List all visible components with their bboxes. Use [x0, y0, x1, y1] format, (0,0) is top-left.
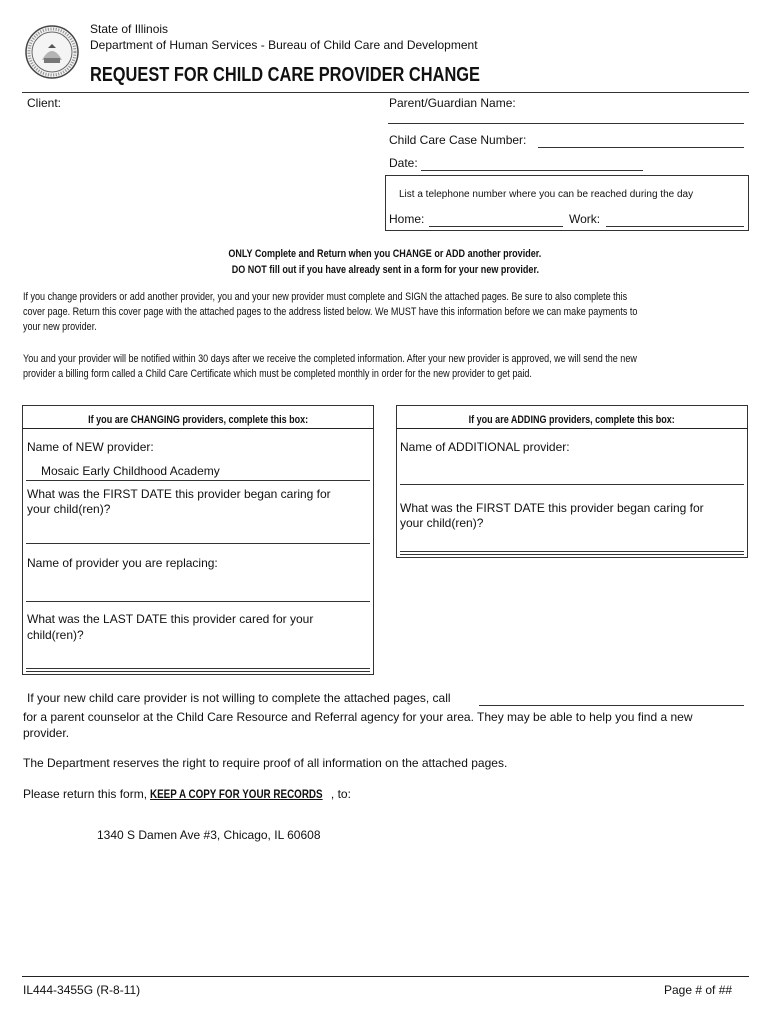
- date-field[interactable]: [421, 170, 643, 171]
- notice-line-2: DO NOT fill out if you have already sent in a form for your new provider.: [231, 264, 539, 276]
- adding-heading-rule: [396, 428, 748, 429]
- counselor-line-1: If your new child care provider is not willing to complete the attached pages, call: [27, 691, 451, 705]
- home-phone-field[interactable]: [429, 226, 563, 227]
- last-date-question-l1: What was the LAST DATE this provider cared for your: [27, 612, 314, 626]
- replaced-provider-label: Name of provider you are replacing:: [27, 556, 218, 570]
- instructions-line-3: your new provider.: [23, 321, 97, 333]
- counselor-line-2: for a parent counselor at the Child Care Resource and Referral agency for your area. They may be able to help you find a new: [23, 710, 693, 724]
- case-number-field[interactable]: [538, 147, 744, 148]
- phone-box: [385, 175, 749, 231]
- parent-guardian-field[interactable]: [388, 123, 744, 124]
- work-phone-field[interactable]: [606, 226, 744, 227]
- adding-first-date-field[interactable]: [400, 551, 744, 555]
- proof-statement: The Department reserves the right to require proof of all information on the attached pages.: [23, 756, 508, 770]
- client-label: Client:: [27, 96, 62, 110]
- adding-box-heading: If you are ADDING providers, complete this box:: [468, 414, 676, 426]
- notice-line-1: ONLY Complete and Return when you CHANGE or ADD another provider.: [228, 248, 542, 260]
- last-date-question-l2: child(ren)?: [27, 628, 84, 642]
- return-prefix: Please return this form,: [23, 787, 148, 801]
- return-address: 1340 S Damen Ave #3, Chicago, IL 60608: [97, 828, 321, 842]
- page-number: Page # of ##: [664, 983, 733, 997]
- work-phone-label: Work:: [569, 212, 601, 226]
- first-date-question-l2: your child(ren)?: [27, 502, 111, 516]
- additional-provider-field[interactable]: [400, 484, 744, 485]
- notification-line-2: provider a billing form called a Child Care Certificate which must be completed monthly in order for the new provider to get paid.: [23, 368, 532, 380]
- notification-line-1: You and your provider will be notified within 30 days after we receive the completed information. After your new provider is approved, we will send the new: [23, 353, 637, 365]
- phone-instruction: List a telephone number where you can be reached during the day: [399, 189, 694, 200]
- date-label: Date:: [389, 156, 418, 170]
- changing-box-heading: If you are CHANGING providers, complete this box:: [87, 414, 309, 426]
- case-number-label: Child Care Case Number:: [389, 133, 527, 147]
- return-suffix: , to:: [330, 787, 351, 801]
- new-provider-field[interactable]: [26, 480, 370, 481]
- return-emphasis: KEEP A COPY FOR YOUR RECORDS: [150, 787, 324, 801]
- instructions-line-2: cover page. Return this cover page with the attached pages to the address listed below. We MUST have this information before we can make payments to: [23, 306, 638, 318]
- adding-first-date-l1: What was the FIRST DATE this provider began caring for: [400, 501, 704, 515]
- return-instruction: [23, 787, 351, 801]
- counselor-line-3: provider.: [23, 726, 70, 740]
- additional-provider-label: Name of ADDITIONAL provider:: [400, 440, 570, 454]
- home-phone-label: Home:: [389, 212, 425, 226]
- instructions-line-1: If you change providers or add another provider, you and your new provider must complete and SIGN the attached pages. Be sure to also complete this: [23, 291, 628, 303]
- state-seal-icon: [24, 24, 80, 80]
- parent-guardian-label: Parent/Guardian Name:: [389, 96, 516, 110]
- first-date-field[interactable]: [26, 543, 370, 544]
- agency-state: State of Illinois: [90, 22, 169, 36]
- adding-first-date-l2: your child(ren)?: [400, 516, 484, 530]
- form-number: IL444-3455G (R-8-11): [23, 983, 141, 997]
- new-provider-value[interactable]: Mosaic Early Childhood Academy: [41, 464, 220, 478]
- new-provider-label: Name of NEW provider:: [27, 440, 154, 454]
- counselor-phone-field[interactable]: [479, 705, 744, 706]
- last-date-field[interactable]: [26, 668, 370, 672]
- footer-rule: [22, 976, 749, 977]
- first-date-question-l1: What was the FIRST DATE this provider began caring for: [27, 487, 331, 501]
- agency-department: Department of Human Services - Bureau of Child Care and Development: [90, 38, 478, 52]
- replaced-provider-field[interactable]: [26, 601, 370, 602]
- title-rule: [22, 92, 749, 93]
- changing-heading-rule: [22, 428, 374, 429]
- page-title: REQUEST FOR CHILD CARE PROVIDER CHANGE: [90, 64, 480, 86]
